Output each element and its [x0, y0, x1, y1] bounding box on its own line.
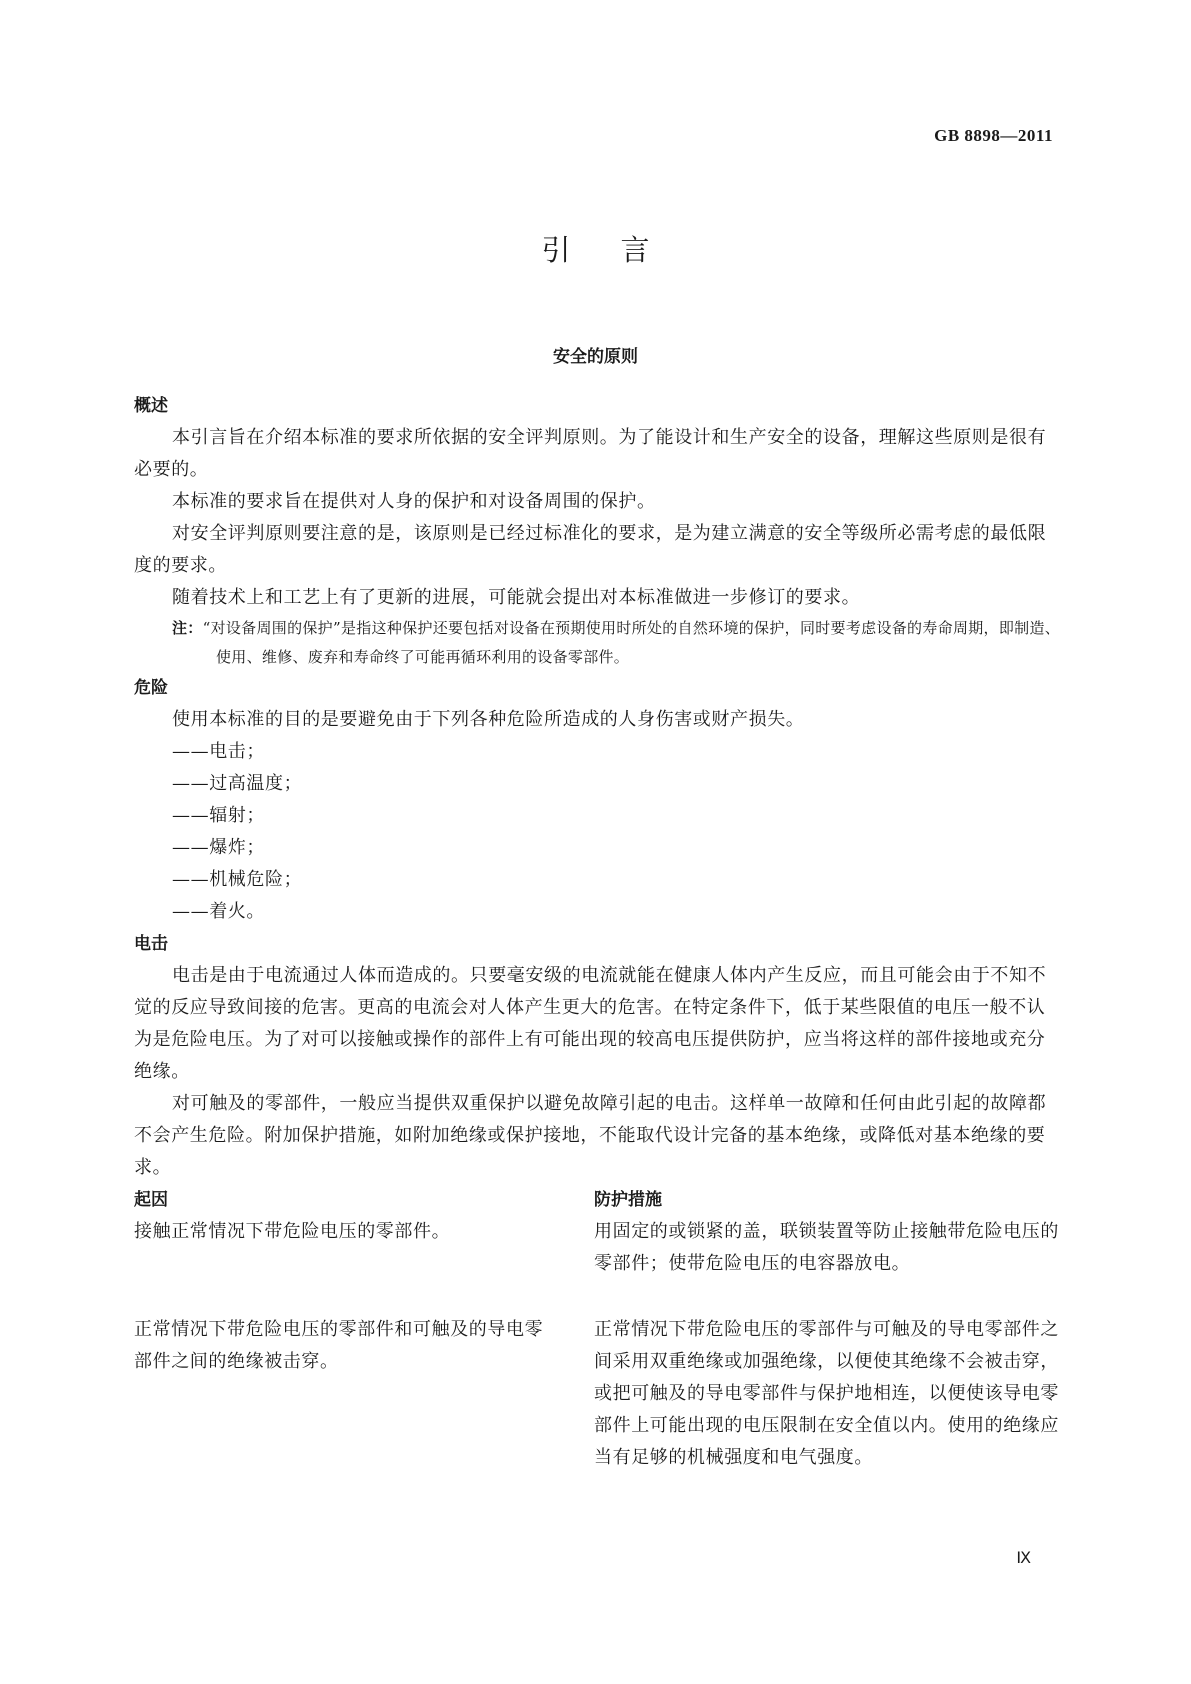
cause-cell: 接触正常情况下带危险电压的零部件。 [134, 1221, 451, 1242]
electric-shock-paragraph: 对可触及的零部件，一般应当提供双重保护以避免故障引起的电击。这样单一故障和任何由此引起的故障都不会产生危险。附加保护措施，如附加绝缘或保护接地，不能取代设计完备的基本绝缘，或降低对基本绝缘的要求。 [134, 1093, 1047, 1178]
hazard-list-item: ——电击； [172, 741, 265, 762]
electric-shock-heading: 电击 [134, 934, 168, 954]
overview-paragraph: 对安全评判原则要注意的是，该原则是已经过标准化的要求，是为建立满意的安全等级所必需考虑的最低限度的要求。 [134, 523, 1047, 576]
hazard-list-item: ——机械危险； [172, 869, 303, 890]
measure-column-header: 防护措施 [594, 1190, 662, 1210]
document-body [134, 390, 1062, 1474]
page-number: Ⅸ [1016, 1550, 1031, 1567]
hazard-list-item: ——着火。 [172, 901, 265, 922]
standard-code: GB 8898—2011 [934, 126, 1053, 145]
measure-cell: 正常情况下带危险电压的零部件与可触及的导电零部件之间采用双重绝缘或加强绝缘，以便使其绝缘不会被击穿，或把可触及的导电零部件与保护地相连，以便使该导电零部件上可能出现的电压限制在安全值以内。使用的绝缘应当有足够的机械强度和电气强度。 [594, 1319, 1059, 1468]
overview-heading: 概述 [134, 396, 168, 416]
cause-cell: 正常情况下带危险电压的零部件和可触及的导电零部件之间的绝缘被击穿。 [134, 1319, 544, 1372]
hazards-heading: 危险 [134, 678, 168, 698]
row-spacer [594, 1280, 1062, 1314]
row-spacer [134, 1280, 594, 1314]
electric-shock-paragraph: 电击是由于电流通过人体而造成的。只要毫安级的电流就能在健康人体内产生反应，而且可能会由于不知不觉的反应导致间接的危害。更高的电流会对人体产生更大的危害。在特定条件下，低于某些限值的电压一般不认为是危险电压。为了对可以接触或操作的部件上有可能出现的较高电压提供防护，应当将这样的部件接地或充分绝缘。 [134, 965, 1047, 1082]
section-subtitle: 安全的原则 [553, 347, 638, 367]
note-label: 注： [172, 619, 203, 637]
cause-measure-table [134, 1184, 1062, 1474]
overview-paragraph: 本标准的要求旨在提供对人身的保护和对设备周围的保护。 [172, 491, 656, 512]
hazard-list-item: ——过高温度； [172, 773, 303, 794]
hazards-intro: 使用本标准的目的是要避免由于下列各种危险所造成的人身伤害或财产损失。 [172, 709, 805, 730]
overview-paragraph: 本引言旨在介绍本标准的要求所依据的安全评判原则。为了能设计和生产安全的设备，理解这些原则是很有必要的。 [134, 427, 1047, 480]
overview-note [134, 614, 1062, 672]
measure-cell: 用固定的或锁紧的盖，联锁装置等防止接触带危险电压的零部件；使带危险电压的电容器放电。 [594, 1221, 1059, 1274]
page-title: 引言 [541, 233, 700, 267]
hazard-list-item: ——辐射； [172, 805, 265, 826]
hazard-list-item: ——爆炸； [172, 837, 265, 858]
cause-column-header: 起因 [134, 1190, 168, 1210]
note-text: “对设备周围的保护”是指这种保护还要包括对设备在预期使用时所处的自然环境的保护，同时要考虑设备的寿命周期，即制造、使用、维修、废弃和寿命终了可能再循环利用的设备零部件。 [202, 619, 1061, 666]
overview-paragraph: 随着技术上和工艺上有了更新的进展，可能就会提出对本标准做进一步修订的要求。 [172, 587, 861, 608]
